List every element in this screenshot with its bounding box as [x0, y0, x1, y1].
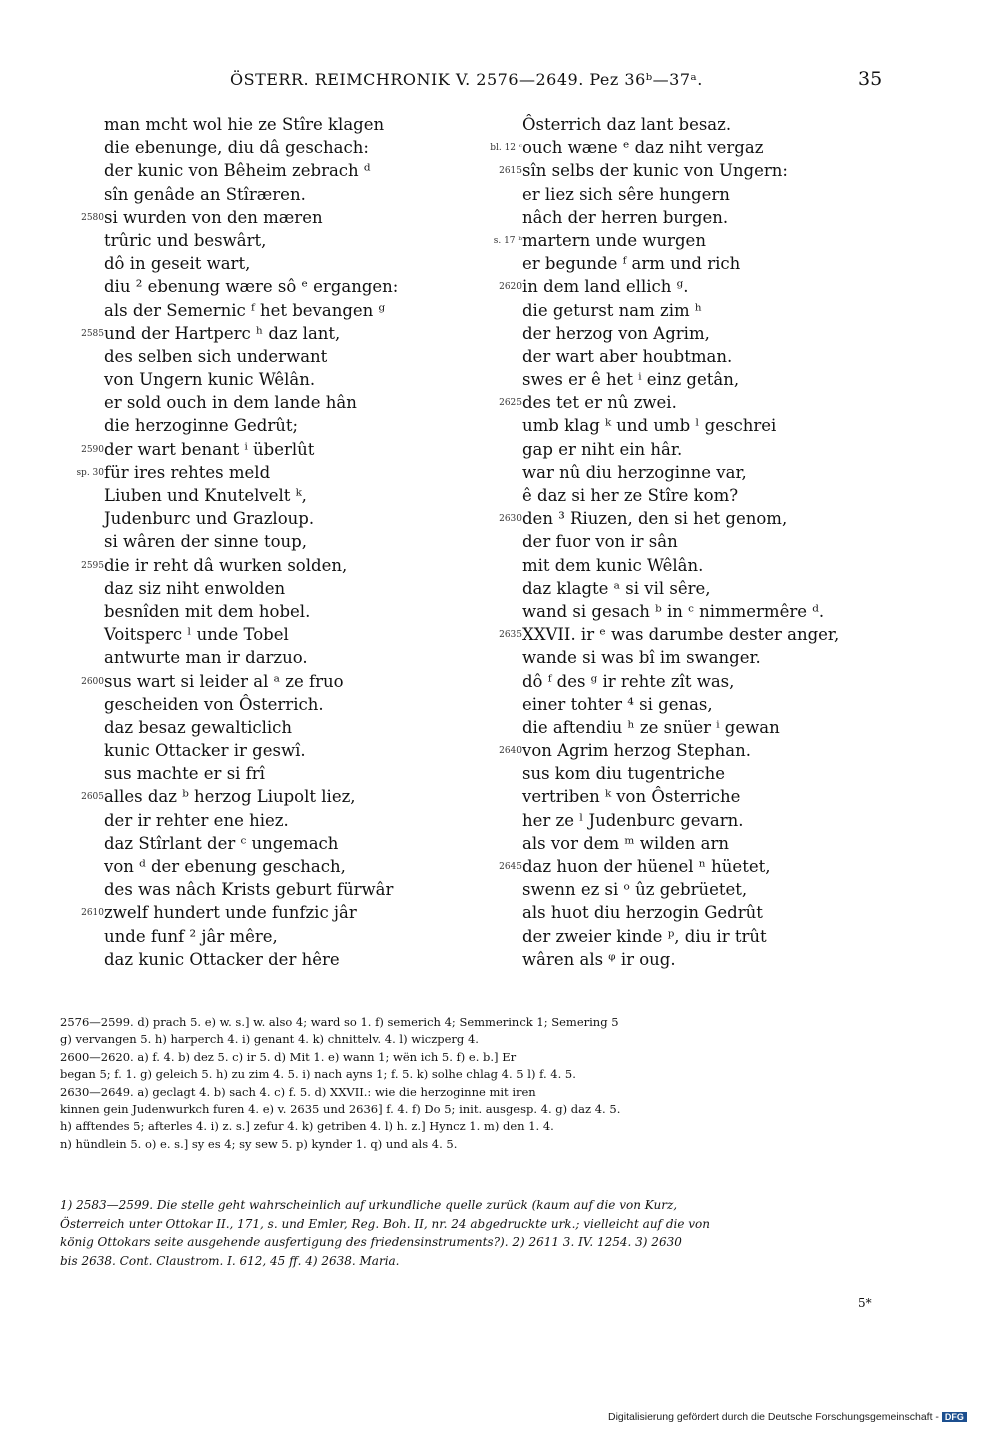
verse-text: umb klag ᵏ und umb ˡ geschrei [522, 416, 777, 436]
footnotes [60, 1196, 890, 1270]
verse-line [478, 600, 898, 623]
verse-text: der wart benant ⁱ überlût [104, 439, 315, 459]
verse-number: 2585 [81, 328, 104, 339]
verse-line [478, 878, 898, 901]
verse-line [60, 670, 480, 693]
verse-text: Judenburc und Grazloup. [104, 509, 315, 529]
verse-line [478, 785, 898, 808]
verse-text: der kunic von Bêheim zebrach ᵈ [104, 161, 371, 181]
verse-line [60, 229, 480, 252]
apparatus-line: g) vervangen 5. h) harperch 4. i) genant 4. k) chnittelv. 4. l) wiczperg 4. [60, 1032, 479, 1047]
verse-line [60, 113, 480, 136]
verse-text: Liuben und Knutelvelt ᵏ, [104, 486, 307, 505]
verse-text: für ires rehtes meld [104, 462, 271, 482]
verse-number: 2600 [81, 676, 104, 687]
verse-text: als vor dem ᵐ wilden arn [522, 833, 730, 853]
verse-text: die geturst nam zim ʰ [522, 300, 703, 320]
verse-number: 2620 [499, 282, 522, 293]
verse-text: daz Stîrlant der ᶜ ungemach [104, 833, 339, 853]
signature-mark: 5* [858, 1296, 872, 1310]
verse-text: daz huon der hüenel ⁿ hüetet, [522, 857, 771, 876]
verse-text: die aftendiu ʰ ze snüer ⁱ gewan [522, 717, 780, 737]
apparatus-line: began 5; f. 1. g) geleich 5. h) zu zim 4. 5. i) nach ayns 1; f. 5. k) solhe chlag 4. 5 l) f. 4. 5. [60, 1067, 576, 1082]
verse-line [60, 693, 480, 716]
verse-text: der zweier kinde ᵖ, diu ir trût [522, 926, 767, 946]
verse-text: antwurte man ir darzuo. [104, 648, 308, 668]
verse-line [478, 762, 898, 785]
verse-text: sîn genâde an Stîræren. [104, 184, 306, 204]
verse-text: Voitsperc ˡ unde Tobel [104, 625, 289, 645]
footnote-line: bis 2638. Cont. Claustrom. I. 612, 45 ff. 4) 2638. Maria. [60, 1253, 400, 1268]
page-number: 35 [858, 68, 883, 90]
verse-line [478, 438, 898, 461]
verse-text: ouch wæne ᵉ daz niht vergaz [522, 138, 764, 158]
verse-line [60, 252, 480, 275]
apparatus-line: 2576—2599. d) prach 5. e) w. s.] w. also 4; ward so 1. f) semerich 4; Semmerinck 1; Semering 5 [60, 1015, 619, 1029]
verse-line [60, 159, 480, 182]
verse-number: 2580 [81, 212, 104, 223]
verse-text: einer tohter ⁴ si genas, [522, 694, 713, 714]
verse-line [478, 136, 898, 159]
verse-text: nâch der herren burgen. [522, 207, 729, 227]
verse-text: sus machte er si frî [104, 764, 265, 784]
verse-text: daz siz niht enwolden [104, 578, 286, 598]
verse-text: des selben sich underwant [104, 346, 328, 366]
verse-line [60, 739, 480, 762]
verse-text: in dem land ellich ᵍ. [522, 277, 689, 297]
verse-number: s. 17 ᵇ [493, 235, 522, 246]
verse-text: der ir rehter ene hiez. [104, 810, 289, 830]
critical-apparatus [60, 1014, 880, 1153]
verse-line [478, 577, 898, 600]
verse-line [60, 461, 480, 484]
verse-line [478, 206, 898, 229]
footnote-line: Österreich unter Ottokar II., 171, s. und Emler, Reg. Boh. II, nr. 24 abgedruckte urk.; vielleicht auf die von [60, 1216, 710, 1231]
verse-text: von ᵈ der ebenung geschach, [104, 857, 346, 876]
verse-number: 2630 [499, 514, 522, 525]
verse-line [478, 391, 898, 414]
verse-line [478, 646, 898, 669]
verse-line [60, 646, 480, 669]
verse-line [60, 600, 480, 623]
verse-number: 2595 [81, 560, 104, 571]
verse-line [478, 275, 898, 298]
verse-line [60, 484, 480, 507]
verse-text: gap er niht ein hâr. [522, 439, 683, 459]
verse-number: bl. 12 ᶜ [490, 143, 522, 154]
verse-line [60, 554, 480, 577]
verse-text: er begunde ᶠ arm und rich [522, 254, 741, 274]
verse-number: 2615 [499, 166, 522, 177]
verse-text: und der Hartperc ʰ daz lant, [104, 323, 341, 343]
verse-text: daz klagte ᵃ si vil sêre, [522, 578, 711, 598]
verse-text: kunic Ottacker ir geswî. [104, 741, 306, 761]
footnote-line: könig Ottokars seite ausgehende ausfertigung des friedensinstruments?). 2) 2611 3. IV. 1254. 3) 2630 [60, 1235, 682, 1249]
verse-line [478, 739, 898, 762]
verse-text: trûric und beswârt, [104, 230, 267, 250]
verse-text: des tet er nû zwei. [522, 393, 677, 413]
verse-line [478, 507, 898, 530]
verse-text: si wâren der sinne toup, [104, 532, 307, 552]
verse-number: 2640 [499, 746, 522, 757]
verse-text: von Agrim herzog Stephan. [522, 741, 751, 761]
verse-text: sîn selbs der kunic von Ungern: [522, 161, 788, 181]
verse-text: dô ᶠ des ᵍ ir rehte zît was, [522, 671, 735, 691]
verse-line [60, 183, 480, 206]
verse-number: 2610 [81, 908, 104, 919]
verse-number: 2605 [81, 792, 104, 803]
verse-text: die ir reht dâ wurken solden, [104, 555, 348, 575]
verse-text: martern unde wurgen [522, 230, 706, 250]
verse-text: zwelf hundert unde funfzic jâr [104, 903, 357, 923]
verse-number: 2590 [81, 444, 104, 455]
verse-line [60, 762, 480, 785]
credit-text: Digitalisierung gefördert durch die Deutsche Forschungsgemeinschaft - [608, 1411, 939, 1423]
verse-text: die herzoginne Gedrût; [104, 416, 299, 436]
verse-line [478, 252, 898, 275]
verse-text: der wart aber houbtman. [522, 346, 733, 366]
verse-text: gescheiden von Ôsterrich. [104, 694, 324, 714]
verse-text: den ³ Riuzen, den si het genom, [522, 509, 788, 529]
verse-line [478, 484, 898, 507]
verse-line [478, 554, 898, 577]
verse-line [478, 809, 898, 832]
verse-line [60, 368, 480, 391]
verse-line [478, 530, 898, 553]
verse-number: 2625 [499, 398, 522, 409]
verse-line [478, 948, 898, 971]
verse-line [60, 925, 480, 948]
verse-line [60, 855, 480, 878]
verse-line [478, 901, 898, 924]
verse-text: vertriben ᵏ von Ôsterriche [522, 787, 741, 807]
apparatus-line: n) hündlein 5. o) e. s.] sy es 4; sy sew 5. p) kynder 1. q) und als 4. 5. [60, 1136, 458, 1151]
verse-line [478, 461, 898, 484]
verse-line [60, 136, 480, 159]
verse-text: wand si gesach ᵇ in ᶜ nimmermêre ᵈ. [522, 601, 825, 621]
verse-text: sus kom diu tugentriche [522, 764, 725, 784]
verse-number: 2645 [499, 862, 522, 872]
verse-text: von Ungern kunic Wêlân. [104, 370, 316, 390]
verse-text: daz besaz gewalticlich [104, 717, 293, 737]
verse-text: wâren als ᵠ ir oug. [522, 949, 676, 969]
verse-number: 2635 [499, 630, 522, 641]
verse-line [60, 878, 480, 901]
verse-line [60, 275, 480, 298]
verse-line [478, 299, 898, 322]
verse-text: besnîden mit dem hobel. [104, 601, 311, 621]
left-verse-column [60, 113, 480, 971]
verse-line [478, 693, 898, 716]
verse-line [60, 901, 480, 924]
verse-line [478, 159, 898, 182]
verse-line [60, 577, 480, 600]
verse-line [478, 623, 898, 646]
verse-text: der fuor von ir sân [522, 532, 678, 552]
verse-line [478, 345, 898, 368]
verse-line [478, 414, 898, 437]
verse-text: dô in geseit wart, [104, 254, 251, 274]
apparatus-line: 2630—2649. a) geclagt 4. b) sach 4. c) f. 5. d) XXVII.: wie die herzoginne mit iren [60, 1084, 536, 1099]
footnote-line: 1) 2583—2599. Die stelle geht wahrscheinlich auf urkundliche quelle zurück (kaum auf die von Kurz, [60, 1198, 678, 1212]
verse-line [60, 530, 480, 553]
verse-line [478, 716, 898, 739]
verse-text: alles daz ᵇ herzog Liupolt liez, [104, 787, 356, 807]
verse-text: ê daz si her ze Stîre kom? [522, 486, 739, 505]
verse-text: Ôsterrich daz lant besaz. [522, 115, 732, 134]
verse-text: die ebenunge, diu dâ geschach: [104, 138, 369, 158]
verse-text: war nû diu herzoginne var, [522, 462, 747, 482]
verse-line [60, 345, 480, 368]
verse-text: her ze ˡ Judenburc gevarn. [522, 810, 744, 830]
verse-text: man mcht wol hie ze Stîre klagen [104, 115, 385, 134]
verse-text: diu ² ebenung wære sô ᵉ ergangen: [104, 277, 399, 297]
right-verse-column [478, 113, 898, 971]
verse-line [478, 855, 898, 878]
verse-line [478, 183, 898, 206]
verse-line [60, 832, 480, 855]
verse-line [60, 322, 480, 345]
verse-text: si wurden von den mæren [104, 207, 323, 227]
verse-text: swenn ez si ᵒ ûz gebrüetet, [522, 880, 748, 900]
verse-text: als der Semernic ᶠ het bevangen ᵍ [104, 300, 386, 320]
verse-text: sus wart si leider al ᵃ ze fruo [104, 671, 344, 691]
verse-line [60, 206, 480, 229]
verse-text: swes er ê het ⁱ einz getân, [522, 370, 740, 390]
verse-line [60, 507, 480, 530]
verse-text: unde funf ² jâr mêre, [104, 926, 278, 946]
dfg-logo: DFG [942, 1412, 967, 1422]
digitization-credit [608, 1411, 967, 1423]
verse-line [60, 785, 480, 808]
verse-line [478, 229, 898, 252]
verse-text: XXVII. ir ᵉ was darumbe dester anger, [522, 625, 840, 645]
verse-number: sp. 30 [76, 467, 104, 478]
verse-text: er liez sich sêre hungern [522, 184, 730, 204]
verse-text: der herzog von Agrim, [522, 323, 710, 343]
verse-line [60, 414, 480, 437]
verse-line [478, 832, 898, 855]
verse-text: daz kunic Ottacker der hêre [104, 949, 340, 969]
verse-line [478, 322, 898, 345]
verse-text: als huot diu herzogin Gedrût [522, 903, 763, 923]
verse-line [60, 948, 480, 971]
verse-line [60, 391, 480, 414]
verse-line [478, 925, 898, 948]
verse-line [60, 623, 480, 646]
verse-line [478, 670, 898, 693]
verse-text: er sold ouch in dem lande hân [104, 393, 357, 413]
apparatus-line: h) afftendes 5; afterles 4. i) z. s.] zefur 4. k) getriben 4. l) h. z.] Hyncz 1. m) den 1. 4. [60, 1119, 554, 1134]
apparatus-line: kinnen gein Judenwurkch furen 4. e) v. 2635 und 2636] f. 4. f) Do 5; init. ausgesp. 4. g) daz 4. 5. [60, 1102, 621, 1117]
verse-text: mit dem kunic Wêlân. [522, 555, 704, 575]
verse-line [60, 299, 480, 322]
verse-line [478, 113, 898, 136]
apparatus-line: 2600—2620. a) f. 4. b) dez 5. c) ir 5. d) Mit 1. e) wann 1; wën ich 5. f) e. b.] Er [60, 1049, 517, 1064]
verse-line [478, 368, 898, 391]
running-title: ÖSTERR. REIMCHRONIK V. 2576—2649. Pez 36ᵇ—37ᵃ. [230, 70, 703, 89]
verse-line [60, 716, 480, 739]
verse-text: des was nâch Krists geburt fürwâr [104, 880, 394, 900]
verse-line [60, 809, 480, 832]
verse-line [60, 438, 480, 461]
verse-text: wande si was bî im swanger. [522, 648, 761, 668]
